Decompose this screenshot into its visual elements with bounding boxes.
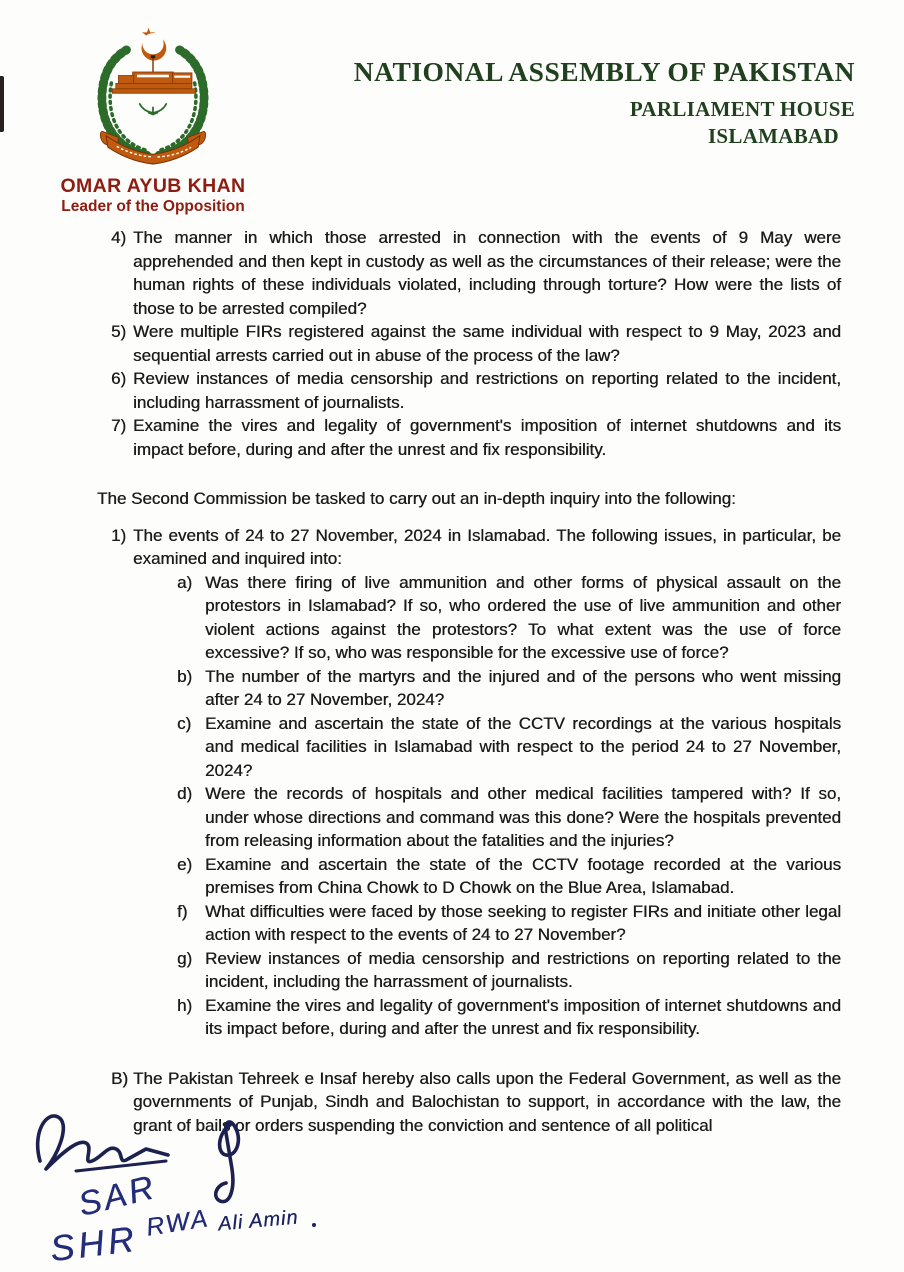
list-item-number: 4) bbox=[111, 228, 127, 247]
parliament-building-icon bbox=[112, 55, 195, 93]
sprigs-icon bbox=[140, 104, 167, 115]
second-commission-intro: The Second Commission be tasked to carry out an in-depth inquiry into the following: bbox=[97, 489, 736, 508]
clause-b-letter: B) bbox=[111, 1068, 128, 1088]
sender-title: Leader of the Opposition bbox=[61, 198, 245, 215]
list-item-text: Were multiple FIRs registered against the same individual with respect to 9 May, 2023 and sequential arrests carried out in abuse of the process of the law? bbox=[133, 322, 841, 365]
clause-b-text: The Pakistan Tehreek e Insaf hereby also calls upon the Federal Government, as well as the governments of Punjab, Sindh and Balochistan to support, in accordance with the law, the grant of bails or orders suspending the conviction and sentence of all political bbox=[133, 1068, 841, 1135]
signature-name-scribble: Ali Amin bbox=[217, 1206, 300, 1236]
sub-list-item bbox=[177, 900, 841, 947]
ribbon-icon bbox=[100, 131, 205, 164]
sub-item-letter: c) bbox=[177, 713, 192, 733]
org-title-block bbox=[354, 56, 855, 149]
list-item-number: 6) bbox=[111, 369, 127, 388]
sub-item-letter: e) bbox=[177, 854, 193, 874]
sub-item-letter: b) bbox=[177, 666, 193, 686]
sub-list-item bbox=[177, 994, 841, 1041]
list-item-text: Examine the vires and legality of government's imposition of internet shutdowns and its impact before, during and after the unrest and fix responsibility. bbox=[133, 416, 841, 459]
first-commission-list bbox=[111, 226, 841, 461]
sub-list-item bbox=[177, 571, 841, 665]
list-item bbox=[111, 320, 841, 367]
org-address-line1: PARLIAMENT HOUSE bbox=[629, 97, 855, 121]
sub-item-letter: h) bbox=[177, 995, 193, 1015]
sub-item-letter: a) bbox=[177, 572, 193, 592]
sub-item-text: Were the records of hospitals and other medical facilities tampered with? If so, under whose directions and command was this done? Were the hospitals prevented from releasing information about the fatalities and the injuries? bbox=[205, 784, 841, 850]
signature-initials: SHR bbox=[47, 1217, 141, 1270]
list-item-text: Review instances of media censorship and restrictions on reporting related to the incident, including harrassment of journalists. bbox=[133, 369, 841, 412]
sub-item-list bbox=[177, 571, 841, 1041]
sub-item-text: Examine and ascertain the state of the CCTV recordings at the various hospitals and medical facilities in Islamabad with respect to the period 24 to 27 November, 2024? bbox=[205, 713, 841, 780]
sub-item-text: What difficulties were faced by those seeking to register FIRs and initiate other legal action with respect to the events of 24 to 27 November? bbox=[205, 901, 841, 944]
national-assembly-emblem-icon bbox=[86, 26, 220, 172]
list-item bbox=[111, 226, 841, 320]
sub-item-letter: g) bbox=[177, 948, 193, 968]
sub-item-text: The number of the martyrs and the injured and of the persons who went missing after 24 to 27 November, 2024? bbox=[205, 666, 841, 709]
sub-list-item bbox=[177, 665, 841, 712]
signature-flourish-1-underline-icon bbox=[76, 1161, 166, 1171]
signature-ink-dot bbox=[312, 1223, 316, 1227]
sender-name: OMAR AYUB KHAN bbox=[60, 175, 246, 197]
sub-item-letter: f) bbox=[177, 901, 188, 921]
sub-item-text: Examine and ascertain the state of the CCTV footage recorded at the various premises from China Chowk to D Chowk on the Blue Area, Islamabad. bbox=[205, 854, 841, 897]
sender-block bbox=[55, 26, 251, 216]
second-commission-list bbox=[111, 524, 841, 1138]
signature-initials: RWA bbox=[144, 1204, 212, 1242]
list-item-number: 7) bbox=[111, 416, 127, 435]
sub-list-item bbox=[177, 853, 841, 900]
sub-item-letter: d) bbox=[177, 784, 193, 803]
sub-item-text: Was there firing of live ammunition and other forms of physical assault on the protestors in Islamabad? If so, who ordered the use of live ammunition and other violent actions against the protestors? To what extent was the use of force excessive? If so, who was responsible for the excessive use of force? bbox=[205, 572, 841, 662]
org-name: NATIONAL ASSEMBLY OF PAKISTAN bbox=[353, 56, 855, 87]
sub-list-item bbox=[177, 782, 841, 853]
sub-item-text: Examine the vires and legality of government's imposition of internet shutdowns and its impact before, during and after the unrest and fix responsibility. bbox=[205, 995, 841, 1038]
scan-edge-artifact bbox=[0, 76, 4, 132]
signature-initials: SAR bbox=[74, 1168, 161, 1224]
letter-body bbox=[0, 226, 904, 1137]
sub-list-item bbox=[177, 947, 841, 994]
sub-item-text: Review instances of media censorship and restrictions on reporting related to the incident, including the harrassment of journalists. bbox=[205, 948, 841, 991]
list-item-number: 5) bbox=[111, 322, 127, 341]
org-address-line2: ISLAMABAD bbox=[707, 124, 839, 148]
list-item-text: The events of 24 to 27 November, 2024 in Islamabad. The following issues, in particular, be examined and inquired into: bbox=[133, 525, 841, 568]
list-item-number: 1) bbox=[111, 525, 127, 545]
sub-list-item bbox=[177, 712, 841, 783]
list-item bbox=[111, 367, 841, 414]
clause-b bbox=[111, 1067, 841, 1138]
list-item bbox=[111, 414, 841, 461]
list-item-text: The manner in which those arrested in connection with the events of 9 May were apprehended and then kept in custody as well as the circumstances of their release; were the human rights of these individuals violated, including through torture? How were the lists of those to be arrested compiled? bbox=[133, 228, 841, 318]
list-item bbox=[111, 524, 841, 571]
